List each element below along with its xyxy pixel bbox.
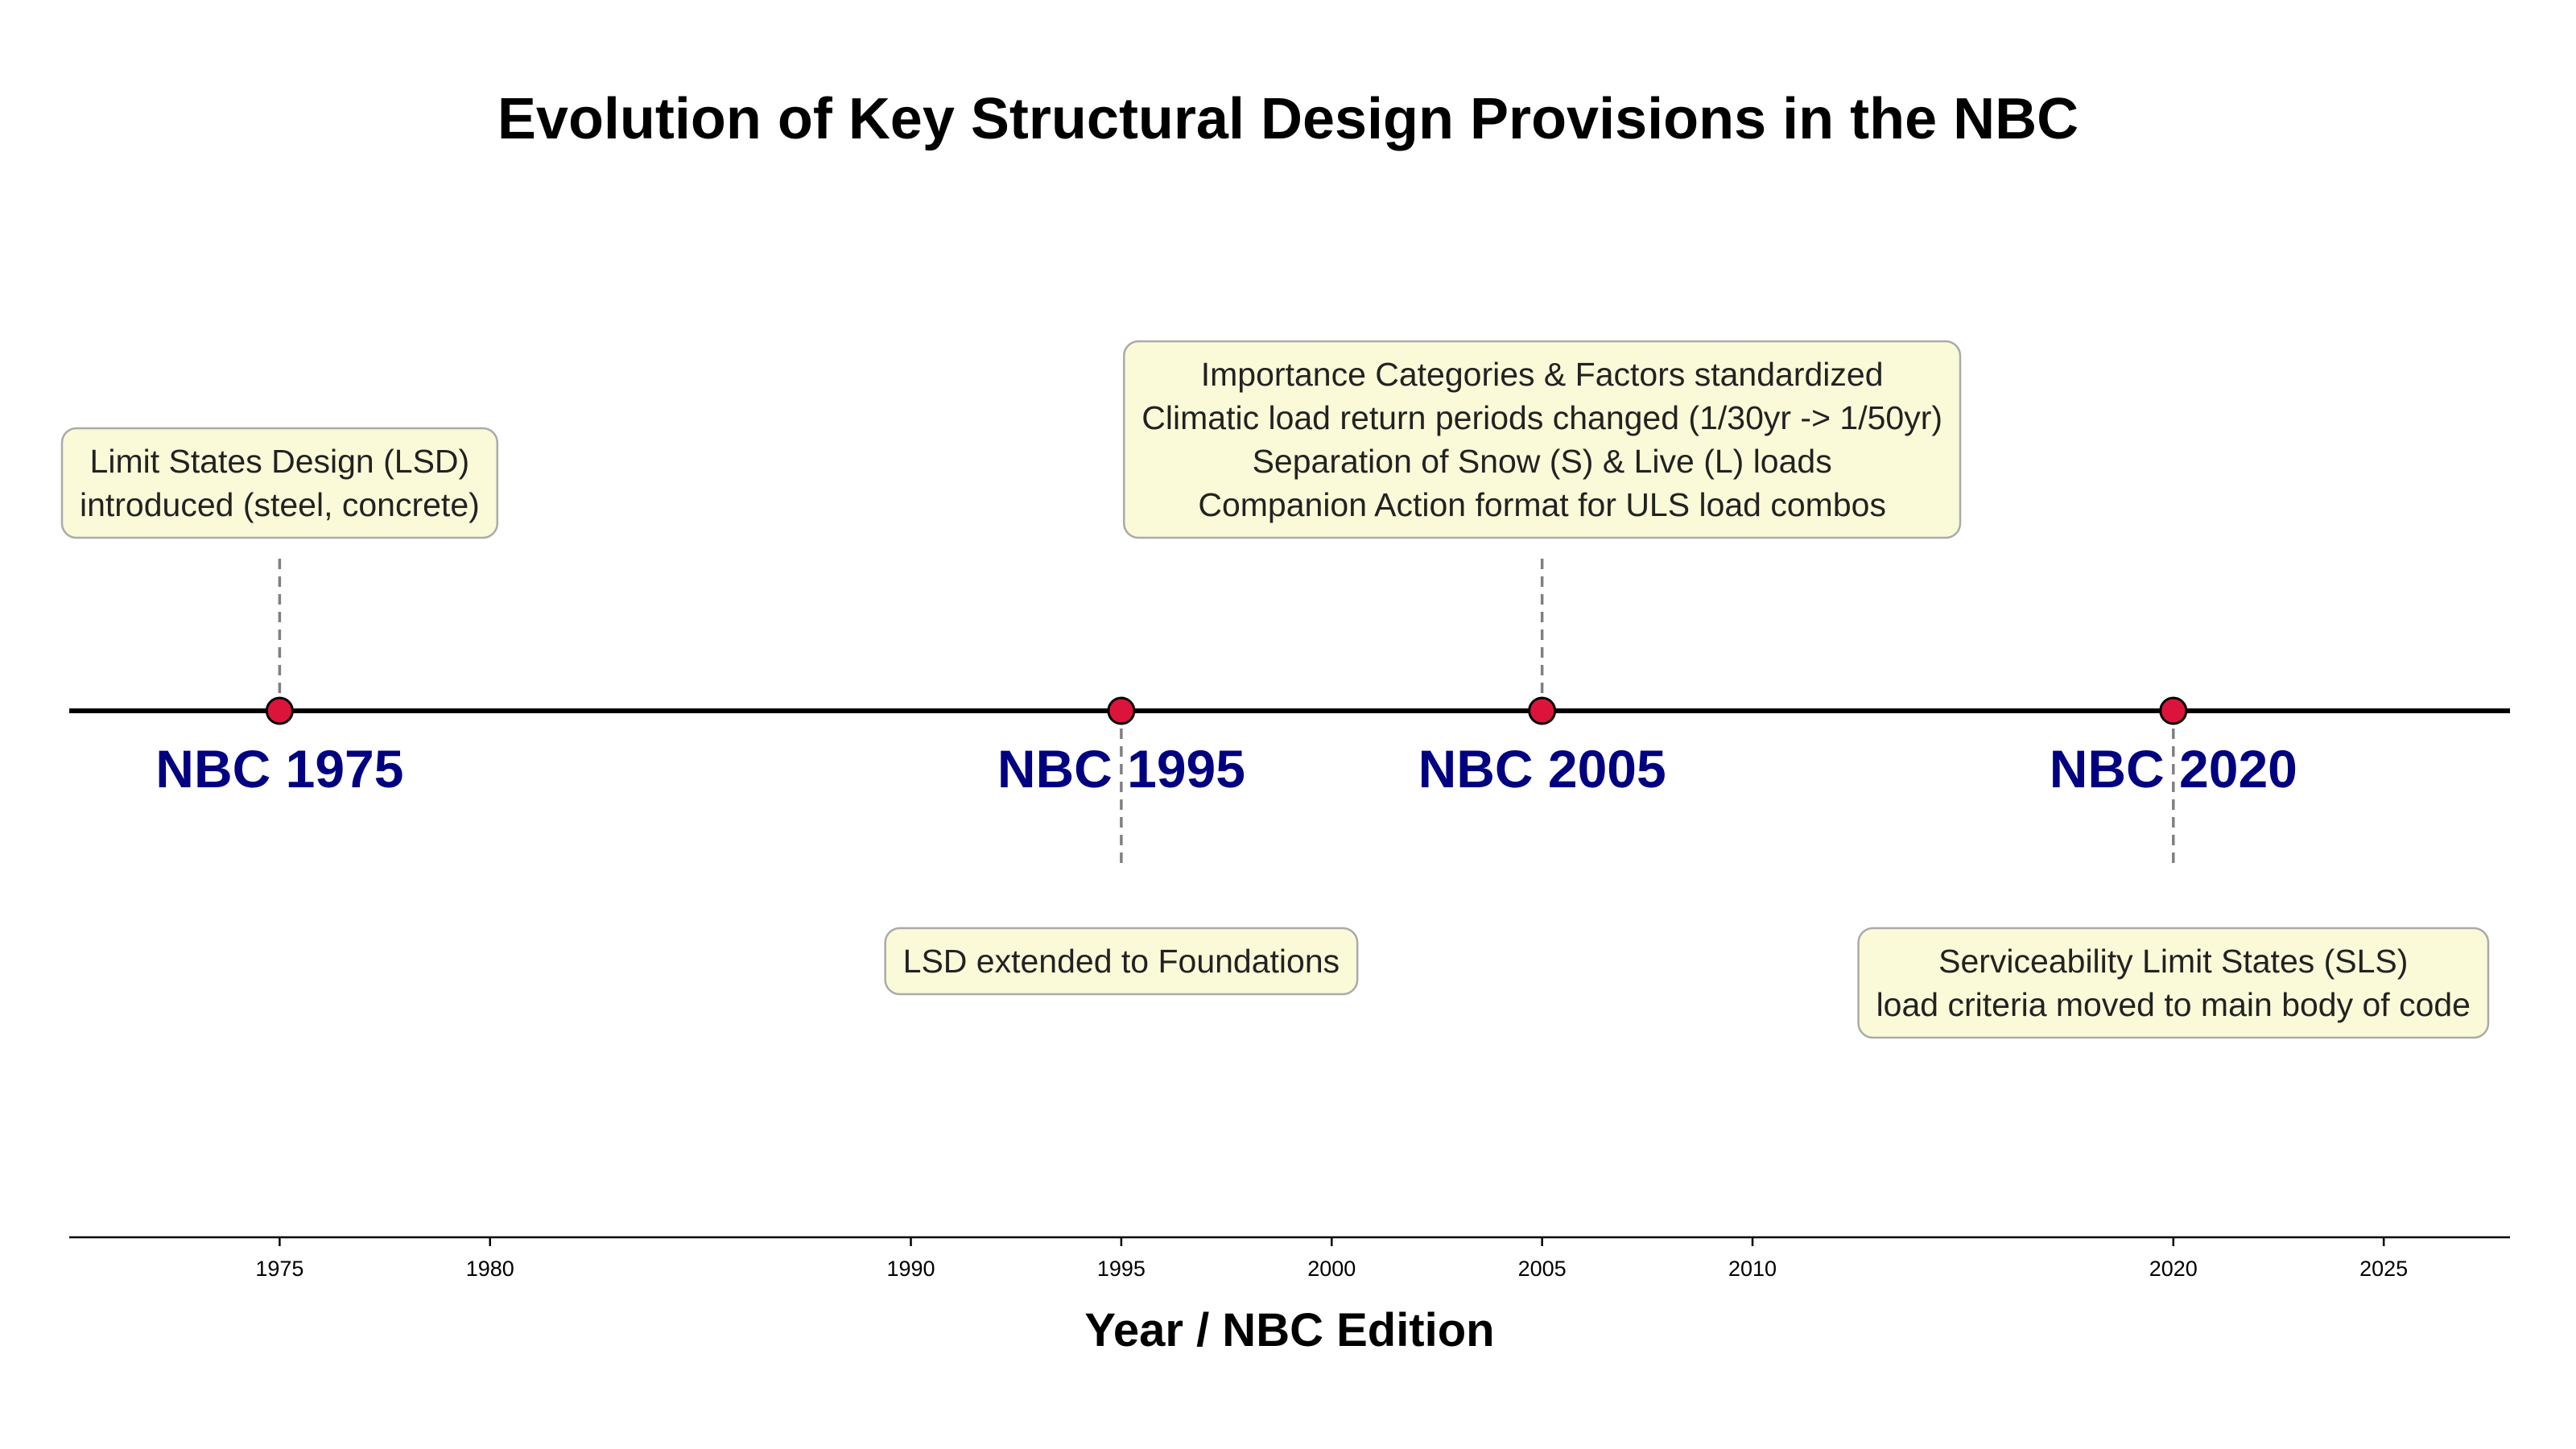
provision-annotation <box>886 928 1358 994</box>
edition-label: NBC 2020 <box>2049 739 2297 799</box>
edition-label-layer <box>155 739 2297 799</box>
event-marker <box>266 698 292 724</box>
provision-line: Separation of Snow (S) & Live (L) loads <box>1252 443 1832 480</box>
x-tick-label: 2010 <box>1728 1257 1777 1281</box>
x-tick-label: 2025 <box>2359 1257 2409 1281</box>
provision-line: Importance Categories & Factors standardized <box>1200 356 1884 393</box>
x-tick-label: 2005 <box>1517 1257 1567 1281</box>
provision-annotation <box>1859 928 2488 1038</box>
edition-label: NBC 1995 <box>997 739 1245 799</box>
edition-label: NBC 2005 <box>1418 739 1666 799</box>
edition-label: NBC 1975 <box>155 739 404 799</box>
provision-annotation <box>1124 341 1960 538</box>
event-marker <box>2161 698 2186 724</box>
provision-line: Companion Action format for ULS load combos <box>1198 486 1886 523</box>
annotation-box-layer <box>62 341 2488 1038</box>
event-marker <box>1108 698 1134 724</box>
x-tick-label: 1990 <box>886 1257 935 1281</box>
provision-line: Limit States Design (LSD) <box>89 443 470 480</box>
provision-annotation <box>62 428 497 538</box>
provision-line: Climatic load return periods changed (1/30yr -> 1/50yr) <box>1141 399 1943 436</box>
x-tick-label: 2020 <box>2149 1257 2198 1281</box>
x-axis-ticks <box>255 1237 2408 1281</box>
provision-line: LSD extended to Foundations <box>902 943 1340 980</box>
provision-line: load criteria moved to main body of code <box>1876 986 2471 1023</box>
x-tick-label: 1995 <box>1096 1257 1146 1281</box>
chart-title: Evolution of Key Structural Design Provisions in the NBC <box>497 87 2079 151</box>
x-tick-label: 1975 <box>255 1257 304 1281</box>
event-marker <box>1530 698 1555 724</box>
provision-line: Serviceability Limit States (SLS) <box>1938 943 2409 980</box>
provision-line: introduced (steel, concrete) <box>79 486 480 523</box>
x-tick-label: 1980 <box>465 1257 514 1281</box>
x-axis-label: Year / NBC Edition <box>1084 1304 1495 1356</box>
x-tick-label: 2000 <box>1307 1257 1356 1281</box>
